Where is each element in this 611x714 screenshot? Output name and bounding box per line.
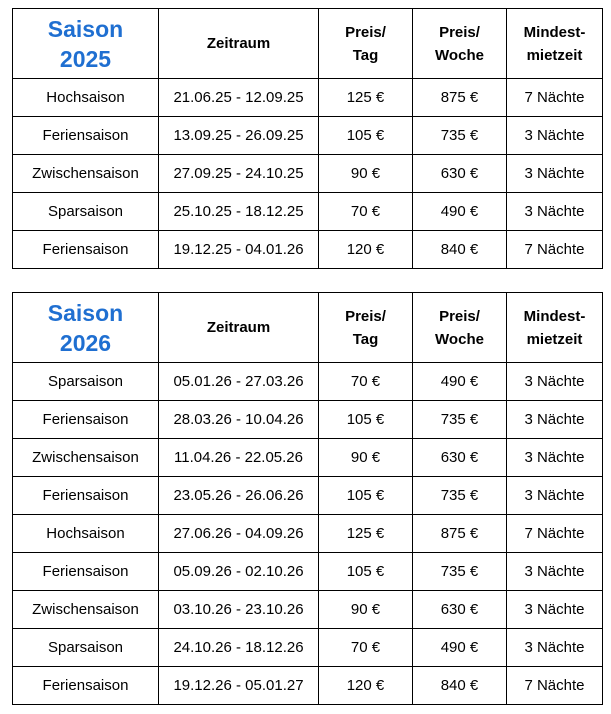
min-stay-cell: 7 Nächte [507, 667, 603, 705]
season-table-2025 [12, 8, 603, 269]
price-week-cell: 735 € [413, 553, 507, 591]
period-cell: 05.01.26 - 27.03.26 [159, 363, 319, 401]
period-cell: 24.10.26 - 18.12.26 [159, 629, 319, 667]
price-week-cell: 735 € [413, 401, 507, 439]
period-cell: 23.05.26 - 26.06.26 [159, 477, 319, 515]
table-row [13, 363, 603, 401]
price-week-cell: 490 € [413, 629, 507, 667]
header-price-day [319, 293, 413, 363]
min-stay-cell: 7 Nächte [507, 79, 603, 117]
header-price-day-line1: Preis/ [345, 307, 386, 325]
table-row [13, 553, 603, 591]
period-cell: 21.06.25 - 12.09.25 [159, 79, 319, 117]
min-stay-cell: 3 Nächte [507, 477, 603, 515]
price-week-cell: 735 € [413, 477, 507, 515]
period-cell: 05.09.26 - 02.10.26 [159, 553, 319, 591]
season-cell: Hochsaison [13, 515, 159, 553]
price-day-cell: 90 € [319, 591, 413, 629]
period-cell: 11.04.26 - 22.05.26 [159, 439, 319, 477]
table-row [13, 79, 603, 117]
price-day-cell: 105 € [319, 117, 413, 155]
header-min-stay-line1: Mindest- [523, 23, 586, 41]
header-min-stay-line2: mietzeit [526, 330, 583, 348]
period-cell: 19.12.26 - 05.01.27 [159, 667, 319, 705]
season-cell: Feriensaison [13, 477, 159, 515]
season-cell: Hochsaison [13, 79, 159, 117]
price-week-cell: 875 € [413, 79, 507, 117]
min-stay-cell: 3 Nächte [507, 117, 603, 155]
price-week-cell: 735 € [413, 117, 507, 155]
min-stay-cell: 3 Nächte [507, 591, 603, 629]
period-cell: 27.06.26 - 04.09.26 [159, 515, 319, 553]
price-week-cell: 875 € [413, 515, 507, 553]
period-cell: 28.03.26 - 10.04.26 [159, 401, 319, 439]
header-price-week [413, 293, 507, 363]
header-price-day-line2: Tag [352, 46, 379, 64]
min-stay-cell: 3 Nächte [507, 629, 603, 667]
table-row [13, 155, 603, 193]
price-day-cell: 90 € [319, 439, 413, 477]
period-cell: 13.09.25 - 26.09.25 [159, 117, 319, 155]
table-row [13, 591, 603, 629]
price-week-cell: 840 € [413, 231, 507, 269]
season-cell: Feriensaison [13, 667, 159, 705]
price-day-cell: 125 € [319, 79, 413, 117]
season-cell: Zwischensaison [13, 155, 159, 193]
price-day-cell: 105 € [319, 477, 413, 515]
period-cell: 25.10.25 - 18.12.25 [159, 193, 319, 231]
table-row [13, 231, 603, 269]
header-price-week-line1: Preis/ [439, 307, 480, 325]
period-cell: 19.12.25 - 04.01.26 [159, 231, 319, 269]
header-row [13, 9, 603, 79]
season-cell: Sparsaison [13, 629, 159, 667]
header-min-stay [507, 9, 603, 79]
price-day-cell: 125 € [319, 515, 413, 553]
min-stay-cell: 7 Nächte [507, 515, 603, 553]
min-stay-cell: 7 Nächte [507, 231, 603, 269]
season-cell: Sparsaison [13, 193, 159, 231]
table-row [13, 477, 603, 515]
price-day-cell: 105 € [319, 553, 413, 591]
header-period: Zeitraum [159, 293, 319, 363]
season-title-line2: 2026 [59, 329, 112, 356]
header-price-day-line1: Preis/ [345, 23, 386, 41]
price-week-cell: 630 € [413, 155, 507, 193]
header-price-day [319, 9, 413, 79]
price-day-cell: 105 € [319, 401, 413, 439]
min-stay-cell: 3 Nächte [507, 401, 603, 439]
price-week-cell: 630 € [413, 591, 507, 629]
price-day-cell: 70 € [319, 363, 413, 401]
header-min-stay [507, 293, 603, 363]
min-stay-cell: 3 Nächte [507, 155, 603, 193]
price-day-cell: 70 € [319, 629, 413, 667]
season-cell: Feriensaison [13, 553, 159, 591]
header-row [13, 293, 603, 363]
header-min-stay-line2: mietzeit [526, 46, 583, 64]
table-row [13, 515, 603, 553]
header-price-day-line2: Tag [352, 330, 379, 348]
season-cell: Zwischensaison [13, 439, 159, 477]
table-row [13, 667, 603, 705]
min-stay-cell: 3 Nächte [507, 363, 603, 401]
price-day-cell: 120 € [319, 667, 413, 705]
season-title-line2: 2025 [59, 45, 112, 72]
season-table-2026 [12, 292, 603, 705]
season-title-line1: Saison [47, 15, 124, 42]
price-week-cell: 840 € [413, 667, 507, 705]
period-cell: 27.09.25 - 24.10.25 [159, 155, 319, 193]
season-cell: Feriensaison [13, 117, 159, 155]
table-row [13, 439, 603, 477]
table-row [13, 193, 603, 231]
price-day-cell: 90 € [319, 155, 413, 193]
price-week-cell: 490 € [413, 193, 507, 231]
header-price-week-line1: Preis/ [439, 23, 480, 41]
min-stay-cell: 3 Nächte [507, 439, 603, 477]
min-stay-cell: 3 Nächte [507, 553, 603, 591]
period-cell: 03.10.26 - 23.10.26 [159, 591, 319, 629]
table-row [13, 629, 603, 667]
season-title [13, 293, 159, 363]
price-day-cell: 120 € [319, 231, 413, 269]
header-min-stay-line1: Mindest- [523, 307, 586, 325]
price-week-cell: 490 € [413, 363, 507, 401]
header-price-week-line2: Woche [435, 330, 484, 348]
header-price-week-line2: Woche [435, 46, 484, 64]
price-day-cell: 70 € [319, 193, 413, 231]
min-stay-cell: 3 Nächte [507, 193, 603, 231]
season-cell: Zwischensaison [13, 591, 159, 629]
season-cell: Sparsaison [13, 363, 159, 401]
season-title-line1: Saison [47, 299, 124, 326]
table-row [13, 401, 603, 439]
season-cell: Feriensaison [13, 231, 159, 269]
season-title [13, 9, 159, 79]
header-period: Zeitraum [159, 9, 319, 79]
table-row [13, 117, 603, 155]
header-price-week [413, 9, 507, 79]
season-cell: Feriensaison [13, 401, 159, 439]
price-week-cell: 630 € [413, 439, 507, 477]
